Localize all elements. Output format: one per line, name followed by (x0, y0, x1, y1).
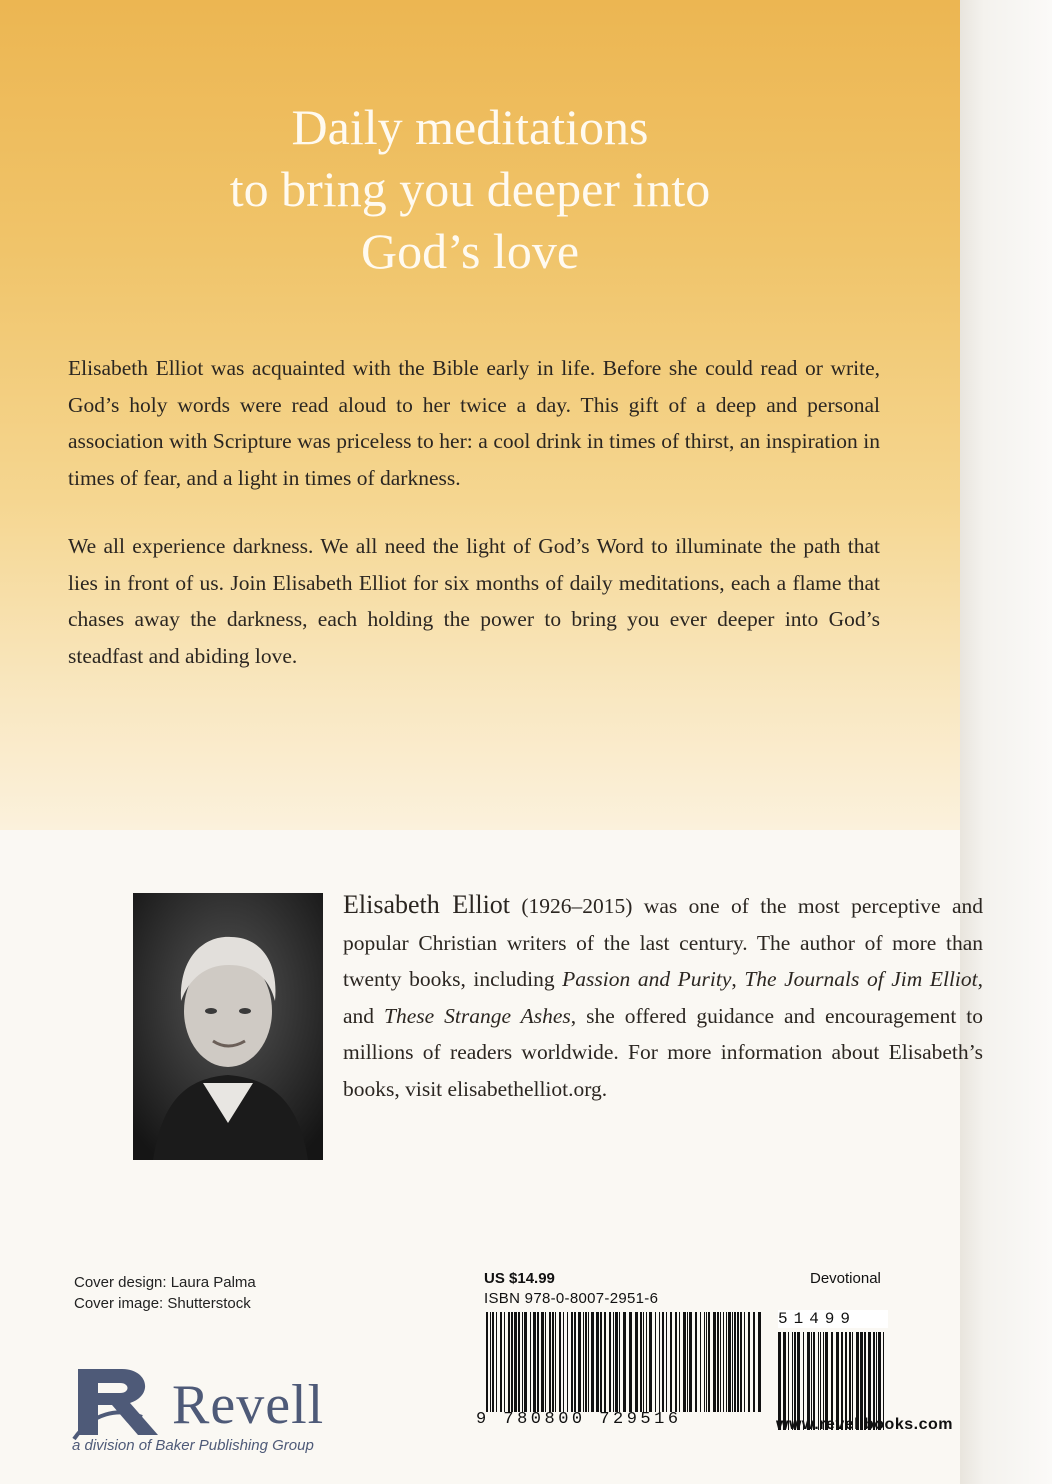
barcode-bar (588, 1312, 589, 1412)
publisher-name: Revell (172, 1374, 325, 1436)
barcode-bar (541, 1312, 544, 1412)
barcode-bar (748, 1312, 750, 1412)
barcode-bar (549, 1312, 551, 1412)
retail-block (470, 1270, 953, 1470)
barcode-bar (666, 1312, 667, 1412)
barcode-bar (662, 1312, 664, 1412)
barcode-bar (737, 1312, 739, 1412)
barcode-bar (683, 1312, 686, 1412)
blurb-paragraph-2: We all experience darkness. We all need the light of God’s Word to illuminate the path that lies in front of us. Join Elisabeth Elliot for six months of daily meditations, each a flame that chases away the darkness, each holding the power to bring you ever deeper into God’s steadfast and abiding love. (68, 534, 880, 668)
barcode-bar (734, 1312, 736, 1412)
barcode-bar (726, 1312, 727, 1412)
book-title-2: The Journals of Jim Elliot (744, 967, 978, 991)
book-title-3: These Strange Ashes (384, 1003, 571, 1028)
barcode-bar (732, 1312, 733, 1412)
barcode-bar (545, 1312, 546, 1412)
book-title-1: Passion and Purity (562, 967, 732, 991)
barcode-bar (613, 1312, 614, 1412)
headline-line-1: Daily meditations (291, 99, 649, 155)
author-name: Elisabeth Elliot (343, 890, 511, 919)
barcode-bar (537, 1312, 539, 1412)
cover-credits (74, 1272, 256, 1314)
bio-text-1: (1926–2015) was one of the most perceptive and popular Christian writers of the last century. The author of more than twenty books, including (343, 894, 983, 991)
barcode-bar (629, 1312, 632, 1412)
barcode-bar (675, 1312, 677, 1412)
barcode-bar (524, 1312, 527, 1412)
barcode-bar (522, 1312, 523, 1412)
barcode-bar (670, 1312, 672, 1412)
author-bio (343, 887, 983, 1107)
barcode-bar (504, 1312, 505, 1412)
cover-image-credit: Cover image: Shutterstock (74, 1295, 251, 1312)
barcode-bar (609, 1312, 611, 1412)
barcode-bar (720, 1312, 721, 1412)
revell-r-icon (72, 1361, 168, 1441)
barcode-bar (689, 1312, 692, 1412)
barcode-bar (571, 1312, 573, 1412)
barcode-bar (700, 1312, 701, 1412)
barcode-bar (600, 1312, 602, 1412)
bio-text-2: , she offered guidance and encouragement to millions of readers worldwide. For more information about Elisabeth’s books, visit elisabethelliot.org. (343, 1003, 983, 1101)
barcode-bar (514, 1312, 517, 1412)
barcode-bar (758, 1312, 761, 1412)
barcode-bar (578, 1312, 581, 1412)
barcode-bar (655, 1312, 656, 1412)
headline-line-2: to bring you deeper into (229, 161, 711, 217)
barcode-bar (753, 1312, 755, 1412)
barcode-bar (496, 1312, 497, 1412)
price: US $14.99 (484, 1270, 555, 1287)
bio-sep-1: , (731, 967, 745, 991)
ean-digits: 9 780800 729516 (476, 1410, 682, 1429)
barcode-bar (619, 1312, 620, 1412)
barcode-bar (559, 1312, 561, 1412)
barcode-bar (643, 1312, 644, 1412)
barcode-bar (615, 1312, 618, 1412)
isbn: ISBN 978-0-8007-2951-6 (484, 1290, 659, 1307)
headline (0, 96, 940, 282)
publisher-logo (72, 1355, 472, 1465)
barcode-bar (723, 1312, 724, 1412)
price-addon-barcode (776, 1312, 888, 1430)
barcode-bar (640, 1312, 642, 1412)
barcode-bar (583, 1312, 584, 1412)
barcode-bar (649, 1312, 652, 1412)
barcode-bar (530, 1312, 531, 1412)
barcode-bar (486, 1312, 488, 1412)
blurb (68, 350, 880, 706)
barcode-bar (492, 1312, 494, 1412)
barcode-bar (740, 1312, 742, 1412)
barcode-bar (713, 1312, 716, 1412)
barcode-bar (704, 1312, 705, 1412)
barcode-bar (563, 1312, 564, 1412)
barcode-bar (518, 1312, 520, 1412)
barcode-bar (687, 1312, 688, 1412)
barcode-bar (659, 1312, 660, 1412)
barcode-bar (646, 1312, 647, 1412)
barcode-bar (555, 1312, 556, 1412)
category-label: Devotional (810, 1270, 881, 1287)
bio-sep-2: , and (343, 967, 983, 1028)
barcode-bar (490, 1312, 491, 1412)
barcode-bar (708, 1312, 710, 1412)
barcode-bar (679, 1312, 680, 1412)
barcode-bar (717, 1312, 719, 1412)
barcode-bar (596, 1312, 599, 1412)
barcode-bar (508, 1312, 510, 1412)
barcode-bar (591, 1312, 594, 1412)
barcode-bar (585, 1312, 587, 1412)
barcode-bar (500, 1312, 502, 1412)
price-addon-digits: 51499 (778, 1310, 888, 1328)
barcode-bar (728, 1312, 731, 1412)
book-spine-edge (955, 0, 1052, 1484)
barcode-bar (623, 1312, 626, 1412)
barcode-bar (604, 1312, 606, 1412)
publisher-website: www.revellbooks.com (776, 1416, 953, 1433)
barcode-bar (567, 1312, 568, 1412)
headline-line-3: God’s love (360, 223, 580, 279)
barcode-bar (695, 1312, 697, 1412)
barcode-bar (744, 1312, 745, 1412)
cover-design-credit: Cover design: Laura Palma (74, 1274, 256, 1291)
barcode-bar (706, 1312, 707, 1412)
barcode-bar (511, 1312, 513, 1412)
barcode-bar (552, 1312, 554, 1412)
blurb-paragraph-1: Elisabeth Elliot was acquainted with the Bible early in life. Before she could read or write, God’s holy words were read aloud to her twice a day. This gift of a deep and personal association with Scripture was priceless to her: a cool drink in times of thirst, an inspiration in times of fear, and a light in times of darkness. (68, 356, 880, 490)
author-photo (133, 893, 323, 1160)
barcode-bar (635, 1312, 638, 1412)
barcode-bar (533, 1312, 536, 1412)
barcode-bar (574, 1312, 576, 1412)
publisher-subtitle: a division of Baker Publishing Group (72, 1437, 314, 1454)
